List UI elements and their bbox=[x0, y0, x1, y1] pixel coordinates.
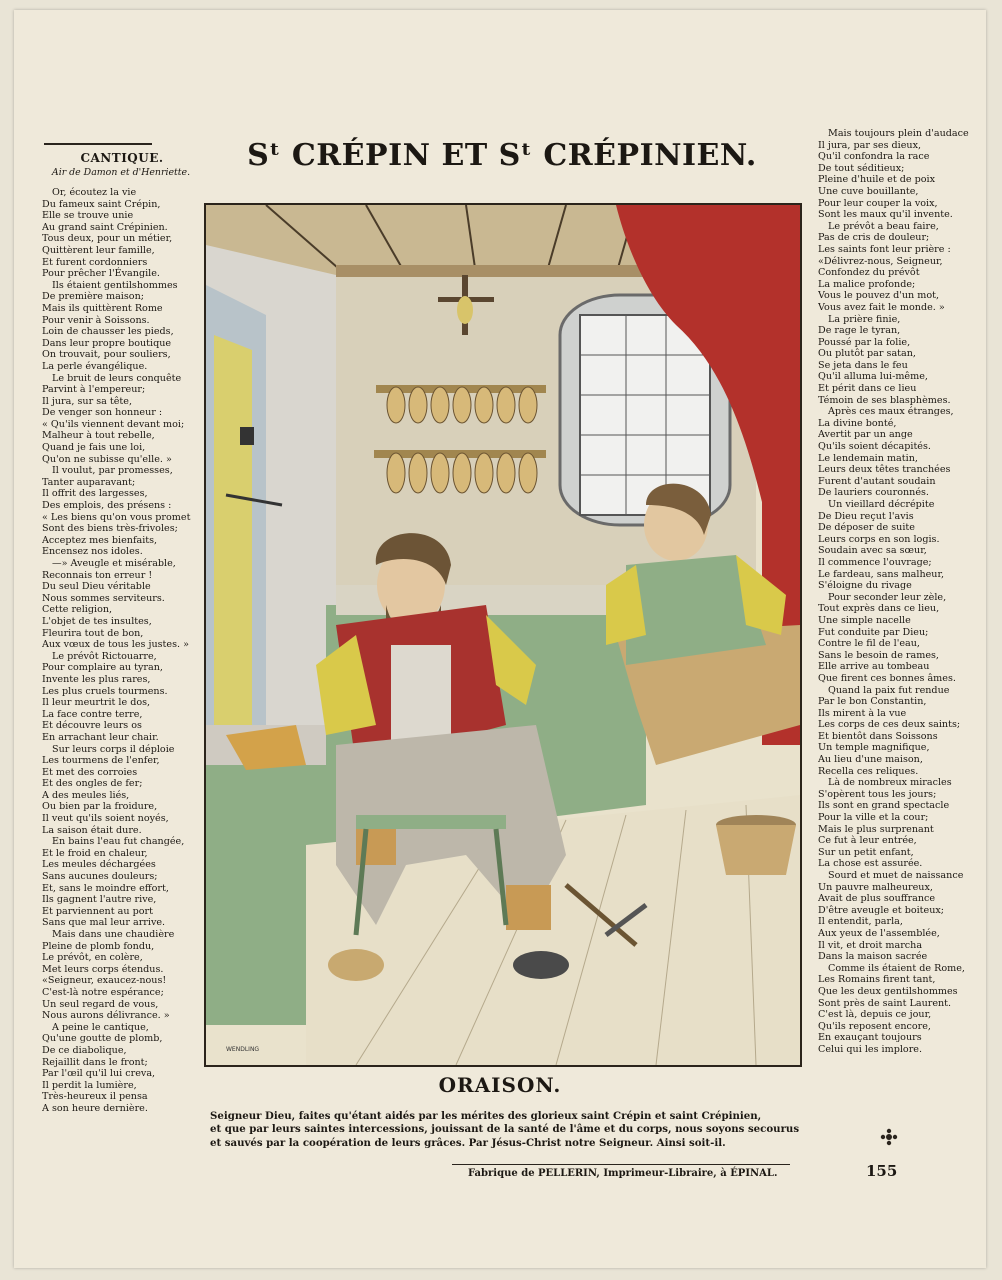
verse-line: Acceptez mes bienfaits, bbox=[42, 534, 158, 546]
verse-line: Ils sont en grand spectacle bbox=[818, 800, 950, 812]
verse-line: Par le bon Constantin, bbox=[818, 696, 927, 708]
verse-line: Des emplois, des présens : bbox=[42, 500, 172, 512]
verse-line: Pour venir à Soissons. bbox=[42, 314, 150, 326]
verse-line: Il entendit, parla, bbox=[818, 916, 903, 928]
verse-line: Qu'il alluma lui-même, bbox=[818, 371, 928, 383]
verse-line: Nous sommes serviteurs. bbox=[42, 592, 165, 604]
verse-line: Loin de chausser les pieds, bbox=[42, 326, 174, 338]
cantique-left-column bbox=[42, 187, 198, 1115]
verse-line: Là de nombreux miracles bbox=[828, 777, 952, 789]
verse-line: En bains l'eau fut changée, bbox=[52, 836, 185, 848]
verse-line: Poussé par la folie, bbox=[818, 336, 911, 348]
cantique-heading: CANTIQUE. bbox=[80, 151, 164, 165]
verse-line: Au grand saint Crépinien. bbox=[42, 221, 168, 233]
verse-line: Le fardeau, sans malheur, bbox=[818, 568, 945, 580]
verse-line: Sans le besoin de rames, bbox=[818, 649, 939, 661]
oraison-text bbox=[210, 1110, 800, 1150]
oraison-line: Seigneur Dieu, faites qu'étant aidés par les mérites des glorieux saint Crépin et saint Crépinien, bbox=[210, 1110, 762, 1122]
verse-line: Qu'une goutte de plomb, bbox=[42, 1033, 163, 1045]
verse-line: Invente les plus rares, bbox=[42, 673, 151, 685]
verse-line: Sont près de saint Laurent. bbox=[818, 997, 952, 1009]
verse-line: Pour seconder leur zèle, bbox=[828, 591, 947, 603]
verse-line: Et, sans le moindre effort, bbox=[42, 882, 169, 894]
verse-line: Il voulut, par promesses, bbox=[52, 465, 173, 477]
verse-line: Mais dans une chaudière bbox=[52, 929, 175, 940]
verse-line: Au lieu d'une maison, bbox=[818, 754, 923, 766]
verse-line: Témoin de ses blasphèmes. bbox=[818, 394, 951, 406]
verse-line: Que les deux gentilshommes bbox=[818, 985, 958, 997]
verse-line: Avait de plus souffrance bbox=[818, 893, 936, 905]
verse-line: Avertit par un ange bbox=[818, 429, 913, 441]
verse-line: Sur un petit enfant, bbox=[818, 846, 914, 858]
verse-line: Que firent ces bonnes âmes. bbox=[818, 672, 956, 684]
svg-text:WENDLING: WENDLING bbox=[226, 1046, 260, 1053]
verse-line: Parvint à l'empereur; bbox=[42, 384, 146, 396]
verse-line: Encensez nos idoles. bbox=[42, 546, 143, 558]
verse-line: Le bruit de leurs conquête bbox=[52, 372, 182, 384]
verse-line: Les tourmens de l'enfer, bbox=[42, 755, 160, 767]
verse-line: Celui qui les implore. bbox=[818, 1043, 923, 1055]
verse-line: Après ces maux étranges, bbox=[828, 406, 954, 418]
footer-rule bbox=[452, 1164, 790, 1165]
print-number: 155 bbox=[866, 1162, 898, 1180]
header-rule bbox=[44, 143, 152, 145]
oraison-heading: ORAISON. bbox=[438, 1073, 562, 1097]
verse-line: S'éloigne du rivage bbox=[818, 580, 912, 592]
verse-line: Aux vœux de tous les justes. » bbox=[42, 639, 189, 651]
verse-line: La saison était dure. bbox=[42, 824, 142, 836]
verse-line: Dans la maison sacrée bbox=[818, 951, 928, 963]
verse-line: S'opèrent tous les jours; bbox=[818, 788, 937, 800]
verse-line: La malice profonde; bbox=[818, 278, 916, 290]
verse-line: A peine le cantique, bbox=[52, 1021, 149, 1033]
verse-line: Les plus cruels tourmens. bbox=[42, 685, 168, 697]
publisher-line: Fabrique de PELLERIN, Imprimeur-Libraire, à ÉPINAL. bbox=[468, 1168, 778, 1179]
verse-line: Pour complaire au tyran, bbox=[42, 662, 163, 674]
verse-line: De Dieu reçut l'avis bbox=[818, 510, 914, 522]
verse-line: Par l'œil qu'il lui creva, bbox=[42, 1068, 156, 1080]
verse-line: Elle se trouve unie bbox=[42, 210, 134, 222]
verse-line: Aux yeux de l'assemblée, bbox=[818, 927, 940, 939]
verse-line: A son heure dernière. bbox=[42, 1102, 148, 1114]
verse-line: Contre le fil de l'eau, bbox=[818, 638, 920, 650]
verse-line: Quand la paix fut rendue bbox=[828, 684, 950, 696]
verse-line: De venger son honneur : bbox=[42, 407, 163, 419]
verse-line: Elle arrive au tombeau bbox=[818, 661, 930, 673]
verse-line: Malheur à tout rebelle, bbox=[42, 430, 155, 442]
verse-line: Tanter auparavant; bbox=[42, 476, 136, 488]
verse-line: Sur leurs corps il déploie bbox=[52, 743, 175, 755]
oraison-line: et sauvés par la coopération de leurs grâces. Par Jésus-Christ notre Seigneur. Ainsi soit-il. bbox=[210, 1136, 726, 1149]
verse-line: Or, écoutez la vie bbox=[52, 187, 137, 198]
verse-line: Met leurs corps étendus. bbox=[42, 963, 164, 975]
verse-line: Et parviennent au port bbox=[42, 905, 153, 917]
verse-line: « Les biens qu'on vous promet bbox=[42, 511, 191, 523]
verse-line: Reconnais ton erreur ! bbox=[42, 569, 153, 581]
verse-line: Le prévôt Rictouarre, bbox=[52, 650, 157, 662]
verse-line: Les Romains firent tant, bbox=[818, 974, 936, 986]
verse-line: Nous aurons délivrance. » bbox=[42, 1010, 170, 1022]
verse-line: De déposer de suite bbox=[818, 522, 915, 534]
verse-line: Quittèrent leur famille, bbox=[42, 244, 155, 256]
verse-line: Fleurira tout de bon, bbox=[42, 627, 144, 639]
verse-line: Et met des corroies bbox=[42, 766, 138, 778]
verse-line: De rage le tyran, bbox=[818, 325, 901, 337]
bucket bbox=[716, 815, 796, 875]
verse-line: Ou bien par la froidure, bbox=[42, 801, 158, 813]
verse-line: Et des ongles de fer; bbox=[42, 778, 143, 790]
verse-line: Mais ils quittèrent Rome bbox=[42, 302, 163, 314]
verse-line: Une cuve bouillante, bbox=[818, 185, 919, 197]
verse-line: Il offrit des largesses, bbox=[42, 488, 148, 500]
verse-line: Vous le pouvez d'un mot, bbox=[818, 290, 940, 302]
verse-line: En arrachant leur chair. bbox=[42, 731, 159, 743]
verse-line: La perle évangélique. bbox=[42, 360, 148, 372]
verse-line: Ils gagnent l'autre rive, bbox=[42, 894, 157, 906]
verse-line: La face contre terre, bbox=[42, 708, 143, 720]
verse-line: Il jura, par ses dieux, bbox=[818, 139, 922, 151]
verse-line: Qu'ils reposent encore, bbox=[818, 1020, 931, 1032]
verse-line: La divine bonté, bbox=[818, 417, 897, 429]
verse-line: Et périt dans ce lieu bbox=[818, 383, 917, 395]
verse-line: Les corps de ces deux saints; bbox=[818, 719, 961, 731]
verse-line: D'être aveugle et boiteux; bbox=[818, 904, 945, 916]
verse-line: Qu'ils soient décapités. bbox=[818, 441, 931, 453]
verse-line: Ils étaient gentilshommes bbox=[52, 279, 178, 291]
verse-line: Cette religion, bbox=[42, 604, 113, 616]
woodcut-illustration bbox=[204, 203, 802, 1067]
verse-line: «Délivrez-nous, Seigneur, bbox=[818, 255, 943, 267]
verse-line: En exauçant toujours bbox=[818, 1032, 922, 1044]
verse-line: Pleine d'huile et de poix bbox=[818, 174, 936, 186]
verse-line: Vous avez fait le monde. » bbox=[818, 301, 945, 313]
page-title: Sᵗ CRÉPIN ET Sᵗ CRÉPINIEN. bbox=[247, 138, 757, 173]
verse-line: Et découvre leurs os bbox=[42, 720, 142, 732]
verse-line: Qu'il confondra la race bbox=[818, 151, 930, 163]
cantique-air: Air de Damon et d'Henriette. bbox=[51, 167, 191, 178]
verse-line: « Qu'ils viennent devant moi; bbox=[42, 418, 185, 430]
verse-line: Dans leur propre boutique bbox=[42, 337, 172, 349]
verse-line: Il leur meurtrit le dos, bbox=[42, 697, 151, 709]
verse-line: Pour la ville et la cour; bbox=[818, 812, 929, 824]
verse-line: Leurs deux têtes tranchées bbox=[818, 464, 951, 476]
verse-line: Pleine de plomb fondu, bbox=[42, 940, 155, 952]
verse-line: L'objet de tes insultes, bbox=[42, 615, 152, 627]
verse-line: Tous deux, pour un métier, bbox=[42, 233, 173, 245]
verse-line: De lauriers couronnés. bbox=[818, 487, 929, 499]
verse-line: Ils mirent à la vue bbox=[818, 707, 907, 719]
verse-line: Pour leur couper la voix, bbox=[818, 197, 938, 209]
verse-line: Rejaillit dans le front; bbox=[42, 1056, 148, 1068]
verse-line: «Seigneur, exaucez-nous! bbox=[42, 975, 167, 987]
verse-line: Du seul Dieu véritable bbox=[42, 581, 151, 593]
verse-line: La prière finie, bbox=[828, 313, 901, 325]
verse-line: Furent d'autant soudain bbox=[818, 475, 936, 487]
verse-line: Pour prêcher l'Évangile. bbox=[42, 268, 160, 280]
verse-line: Les meules déchargées bbox=[42, 859, 156, 871]
fleuron-icon bbox=[880, 1128, 898, 1146]
verse-line: Et furent cordonniers bbox=[42, 256, 148, 268]
verse-line: Ce fut à leur entrée, bbox=[818, 835, 917, 847]
verse-line: Il veut qu'ils soient noyés, bbox=[42, 813, 169, 825]
verse-line: Du fameux saint Crépin, bbox=[42, 198, 161, 210]
verse-line: Un pauvre malheureux, bbox=[818, 881, 933, 893]
verse-line: —» Aveugle et misérable, bbox=[52, 558, 176, 569]
verse-line: A des meules liés, bbox=[42, 789, 130, 801]
verse-line: La chose est assurée. bbox=[818, 858, 923, 870]
verse-line: Les saints font leur prière : bbox=[818, 243, 951, 255]
verse-line: Sont des biens très-frivoles; bbox=[42, 523, 178, 535]
verse-line: On trouvait, pour souliers, bbox=[42, 349, 171, 361]
verse-line: Confondez du prévôt bbox=[818, 267, 920, 279]
verse-line: Sourd et muet de naissance bbox=[828, 870, 964, 881]
verse-line: C'est là, depuis ce jour, bbox=[818, 1009, 932, 1021]
verse-line: De ce diabolique, bbox=[42, 1044, 127, 1056]
verse-line: Mais le plus surprenant bbox=[818, 823, 934, 835]
verse-line: Le prévôt a beau faire, bbox=[828, 220, 939, 232]
verse-line: Sans aucunes douleurs; bbox=[42, 871, 158, 883]
verse-line: Pas de cris de douleur; bbox=[818, 232, 930, 244]
verse-line: Qu'on ne subisse qu'elle. » bbox=[42, 453, 172, 465]
verse-line: Fut conduite par Dieu; bbox=[818, 626, 929, 638]
verse-line: Ou plutôt par satan, bbox=[818, 348, 916, 360]
verse-line: Sont les maux qu'il invente. bbox=[818, 209, 953, 221]
verse-line: Il vit, et droit marcha bbox=[818, 939, 923, 951]
verse-line: Quand je fais une loi, bbox=[42, 442, 146, 454]
verse-line: Tout exprès dans ce lieu, bbox=[818, 603, 940, 615]
verse-line: Une simple nacelle bbox=[818, 614, 911, 626]
verse-line: Et le froid en chaleur, bbox=[42, 847, 148, 859]
verse-line: Il perdit la lumière, bbox=[42, 1079, 137, 1091]
verse-line: Recella ces reliques. bbox=[818, 765, 919, 777]
verse-line: Mais toujours plein d'audace bbox=[828, 128, 969, 139]
verse-line: Se jeta dans le feu bbox=[818, 359, 908, 371]
oraison-line: et que par leurs saintes intercessions, jouissant de la santé de l'âme et du corps, nous soyons secourus bbox=[210, 1123, 800, 1136]
cantique-right-column bbox=[818, 128, 978, 1056]
verse-line: Il jura, sur sa tête, bbox=[42, 395, 133, 407]
verse-line: Soudain avec sa sœur, bbox=[818, 545, 927, 557]
verse-line: C'est-là notre espérance; bbox=[42, 986, 164, 998]
verse-line: Un temple magnifique, bbox=[818, 742, 930, 754]
verse-line: Le prévôt, en colère, bbox=[42, 952, 143, 964]
verse-line: Leurs corps en son logis. bbox=[818, 533, 940, 545]
verse-line: Il commence l'ouvrage; bbox=[818, 556, 932, 568]
verse-line: Comme ils étaient de Rome, bbox=[828, 962, 965, 974]
verse-line: De première maison; bbox=[42, 291, 144, 303]
verse-line: Très-heureux il pensa bbox=[42, 1091, 148, 1103]
verse-line: Le lendemain matin, bbox=[818, 452, 918, 464]
verse-line: Un vieillard décrépite bbox=[828, 499, 935, 510]
verse-line: Et bientôt dans Soissons bbox=[818, 730, 938, 742]
verse-line: De tout séditieux; bbox=[818, 162, 905, 174]
verse-line: Sans que mal leur arrive. bbox=[42, 917, 166, 929]
verse-line: Un seul regard de vous, bbox=[42, 998, 159, 1010]
workshop-scene bbox=[206, 205, 800, 1065]
